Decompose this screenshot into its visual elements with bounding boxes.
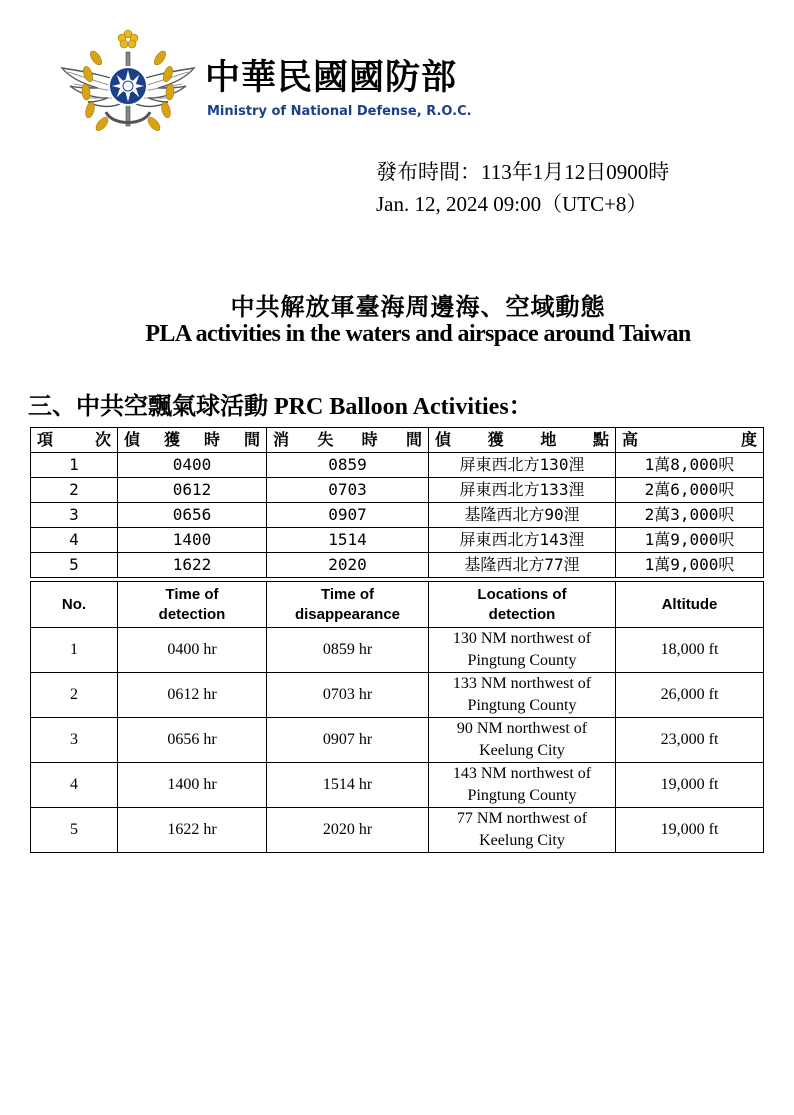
cell-altitude: 26,000 ft	[616, 673, 764, 718]
location-line: 133 NM northwest of	[452, 675, 592, 692]
header-disappear-time-en	[267, 582, 429, 628]
cell-no: 5	[31, 553, 118, 578]
header-detect-time-en	[118, 582, 267, 628]
location-line: 143 NM northwest of	[452, 765, 592, 782]
cell-detect-time: 0400	[118, 453, 267, 478]
location-line: 90 NM northwest of	[456, 720, 588, 737]
cell-disappear-time: 2020 hr	[267, 808, 429, 853]
header-no-zh: 項次	[31, 428, 118, 453]
table-header-row	[31, 582, 764, 628]
cell-disappear-time: 0703 hr	[267, 673, 429, 718]
cell-disappear-time: 1514	[267, 528, 429, 553]
balloon-table-zh	[30, 427, 764, 578]
cell-disappear-time: 2020	[267, 553, 429, 578]
cell-location: 屏東西北方133浬	[429, 478, 616, 503]
header-line: Locations of	[477, 585, 567, 603]
cell-disappear-time: 1514 hr	[267, 763, 429, 808]
header-detect-time-zh: 偵獲時間	[118, 428, 267, 453]
cell-detect-time: 0612	[118, 478, 267, 503]
cell-location	[429, 718, 616, 763]
cell-detect-time: 0656 hr	[118, 718, 267, 763]
cell-no: 3	[31, 718, 118, 763]
location-line: Pingtung County	[467, 697, 577, 714]
location-line: Pingtung County	[467, 652, 577, 669]
header-altitude-zh: 高度	[616, 428, 764, 453]
cell-detect-time: 1622	[118, 553, 267, 578]
cell-detect-time: 1400	[118, 528, 267, 553]
header-line: Time of	[165, 585, 219, 603]
table-row	[31, 553, 764, 578]
header-line: detection	[488, 605, 556, 623]
cell-location	[429, 808, 616, 853]
header-altitude-label: Altitude	[661, 595, 718, 613]
cell-altitude: 18,000 ft	[616, 628, 764, 673]
location-line: 77 NM northwest of	[456, 810, 588, 827]
page-title-en: PLA activities in the waters and airspace around Taiwan	[145, 321, 691, 347]
table-row	[31, 763, 764, 808]
org-name-zh: 中華民國國防部	[205, 58, 458, 98]
header-no-label: No.	[61, 595, 87, 613]
header-line: detection	[158, 605, 226, 623]
section-heading: 三、中共空飄氣球活動 PRC Balloon Activities：	[28, 394, 533, 420]
cell-detect-time: 0400 hr	[118, 628, 267, 673]
header-location-zh: 偵獲地點	[429, 428, 616, 453]
balloon-table-en	[30, 581, 764, 853]
cell-altitude: 2萬6,000呎	[616, 478, 764, 503]
table-row	[31, 453, 764, 478]
table-row	[31, 503, 764, 528]
cell-disappear-time: 0907	[267, 503, 429, 528]
cell-no: 4	[31, 528, 118, 553]
org-name-en: Ministry of National Defense, R.O.C.	[207, 104, 472, 119]
cell-detect-time: 1400 hr	[118, 763, 267, 808]
cell-altitude: 1萬9,000呎	[616, 553, 764, 578]
cell-no: 2	[31, 673, 118, 718]
header-no-en	[31, 582, 118, 628]
cell-disappear-time: 0859 hr	[267, 628, 429, 673]
table-header-row	[31, 428, 764, 453]
header-disappear-time-zh: 消失時間	[267, 428, 429, 453]
cell-location	[429, 628, 616, 673]
cell-altitude: 1萬8,000呎	[616, 453, 764, 478]
cell-altitude: 1萬9,000呎	[616, 528, 764, 553]
cell-altitude: 19,000 ft	[616, 763, 764, 808]
cell-no: 3	[31, 503, 118, 528]
location-line: Pingtung County	[467, 787, 577, 804]
cell-no: 5	[31, 808, 118, 853]
mnd-emblem-icon	[58, 28, 198, 140]
cell-altitude: 2萬3,000呎	[616, 503, 764, 528]
page-title-zh: 中共解放軍臺海周邊海、空域動態	[230, 292, 606, 321]
release-time-zh: 發布時間：113年1月12日0900時	[376, 160, 670, 184]
cell-location: 基隆西北方77浬	[429, 553, 616, 578]
cell-altitude: 23,000 ft	[616, 718, 764, 763]
cell-disappear-time: 0907 hr	[267, 718, 429, 763]
header-location-en	[429, 582, 616, 628]
cell-disappear-time: 0859	[267, 453, 429, 478]
cell-detect-time: 0656	[118, 503, 267, 528]
table-row	[31, 673, 764, 718]
header-line: disappearance	[294, 605, 401, 623]
location-line: 130 NM northwest of	[452, 630, 592, 647]
header-altitude-en	[616, 582, 764, 628]
cell-location	[429, 673, 616, 718]
cell-detect-time: 1622 hr	[118, 808, 267, 853]
release-time-en: Jan. 12, 2024 09:00（UTC+8）	[376, 192, 648, 216]
cell-no: 2	[31, 478, 118, 503]
cell-location	[429, 763, 616, 808]
table-row	[31, 628, 764, 673]
table-row	[31, 478, 764, 503]
cell-no: 1	[31, 453, 118, 478]
location-line: Keelung City	[479, 832, 565, 849]
cell-altitude: 19,000 ft	[616, 808, 764, 853]
cell-location: 屏東西北方130浬	[429, 453, 616, 478]
cell-detect-time: 0612 hr	[118, 673, 267, 718]
location-line: Keelung City	[479, 742, 565, 759]
cell-no: 4	[31, 763, 118, 808]
header-line: Time of	[320, 585, 375, 603]
cell-location: 屏東西北方143浬	[429, 528, 616, 553]
cell-location: 基隆西北方90浬	[429, 503, 616, 528]
table-row	[31, 718, 764, 763]
cell-disappear-time: 0703	[267, 478, 429, 503]
table-row	[31, 528, 764, 553]
cell-no: 1	[31, 628, 118, 673]
table-row	[31, 808, 764, 853]
